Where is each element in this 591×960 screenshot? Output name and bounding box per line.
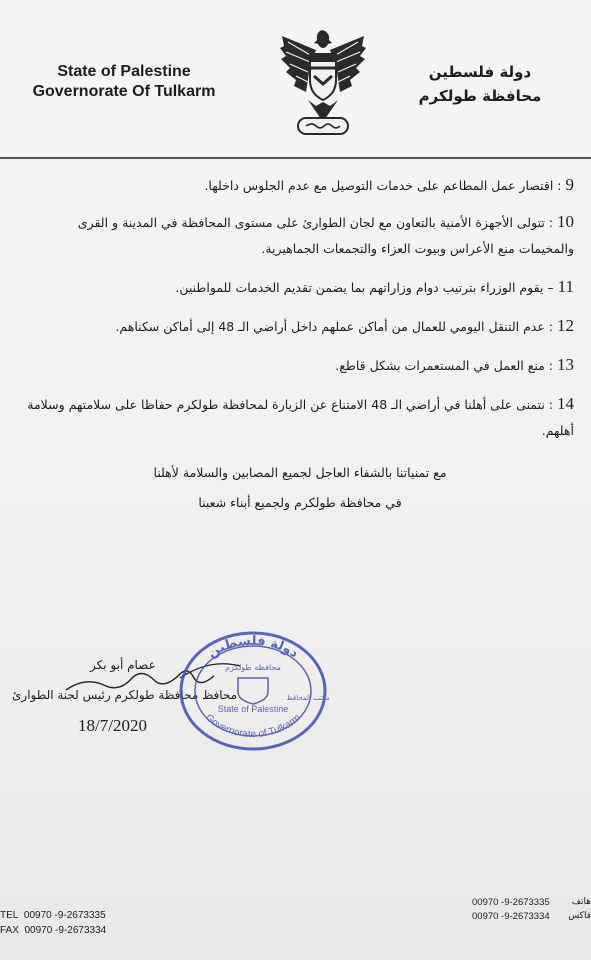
footer-ar-tel-value: 00970 -9-2673335 (472, 897, 550, 908)
palestine-eagle-emblem-icon (278, 26, 368, 138)
footer-fax-label: FAX (0, 925, 19, 936)
document-date: 18/7/2020 (78, 716, 147, 735)
list-item: 9 : اقتصار عمل المطاعم على خدمات التوصيل مع عدم الجلوس داخلها. (204, 175, 574, 194)
list-item: 11 – يقوم الوزراء بترتيب دوام وزاراتهم بما يضمن تقديم الخدمات للمواطنين. (175, 277, 574, 296)
item-text: اقتصار عمل المطاعم على خدمات التوصيل مع عدم الجلوس داخلها. (204, 178, 554, 193)
signatory-title: محافظ محافظة طولكرم رئيس لجنة الطوارئ (12, 688, 238, 702)
stamp-office-label: مكتب المحافظ (286, 694, 330, 702)
header-arabic-state: دولة فلسطين (428, 63, 532, 81)
item-text: عدم التنقل اليومي للعمال من أماكن عملهم داخل أراضي الـ 48 إلى أماكن سكناهم. (115, 319, 545, 334)
item-text: تتولى الأجهزة الأمنية بالتعاون مع لجان الطوارئ على مستوى المحافظة في المدينة و القرى والمخيمات منع الأعراس وبيوت العزاء والتجمعات الجماهيرية. (77, 215, 574, 256)
footer-tel-value: 00970 -9-2673335 (23, 910, 106, 921)
item-number: 9 (565, 175, 574, 194)
header-english (24, 62, 224, 102)
stamp-english-line1: State of Palestine (217, 704, 289, 714)
footer-ar-fax-value: 00970 -9-2673334 (472, 911, 550, 922)
footer-fax-value: 00970 -9-2673334 (24, 925, 107, 936)
list-item: 10 : تتولى الأجهزة الأمنية بالتعاون مع لجان الطوارئ على مستوى المحافظة في المدينة و القرى والمخيمات منع الأعراس وبيوت العزاء والتجمعات الجماهيرية. (77, 212, 574, 256)
signatory-name: عصام أبو بكر (90, 658, 156, 672)
item-text: منع العمل في المستعمرات بشكل قاطع. (335, 358, 545, 373)
item-number: 13 (557, 355, 574, 374)
closing-remarks (26, 458, 574, 518)
footer-ar-tel-label: هاتف (571, 897, 591, 907)
header-english-state: State of Palestine (57, 63, 191, 80)
footer-contacts-english (0, 908, 106, 938)
footer-ar-fax-label: فاكس (568, 911, 591, 921)
header-arabic-governorate: محافظة طولكرم (418, 87, 542, 105)
stamp-english-line2: Governorate of Tulkarm (203, 712, 303, 741)
header-english-governorate: Governorate Of Tulkarm (32, 83, 216, 100)
stamp-arabic-top: دولة فلسطين (205, 633, 301, 662)
closing-line-2: في محافظة طولكرم ولجميع أبناء شعبنا (198, 495, 402, 510)
item-number: 14 (557, 394, 574, 413)
document-body (26, 172, 574, 518)
list-item: 14 : نتمنى على أهلنا في أراضي الـ 48 الامتناع عن الزيارة لمحافظة طولكرم حفاظا على سلامتهم وسلامة أهلهم. (27, 394, 574, 438)
item-text: نتمنى على أهلنا في أراضي الـ 48 الامتناع عن الزيارة لمحافظة طولكرم حفاظا على سلامتهم وسلامة أهلهم. (27, 397, 574, 438)
footer-tel-label: TEL (0, 910, 19, 921)
stamp-arabic-sub: محافظة طولكرم (225, 663, 281, 672)
item-number: 11 (557, 277, 574, 296)
closing-line-1: مع تمنياتنا بالشفاء العاجل لجميع المصابين والسلامة لأهلنا (153, 465, 447, 480)
header-arabic (390, 60, 570, 108)
svg-text:Governorate of Tulkarm (203, 712, 303, 740)
list-item: 12 : عدم التنقل اليومي للعمال من أماكن عملهم داخل أراضي الـ 48 إلى أماكن سكناهم. (115, 316, 574, 335)
header-divider (0, 157, 591, 159)
official-stamp (168, 626, 338, 756)
item-number: 10 (557, 212, 574, 231)
item-text: يقوم الوزراء بترتيب دوام وزاراتهم بما يضمن تقديم الخدمات للمواطنين. (175, 280, 544, 295)
item-number: 12 (557, 316, 574, 335)
list-item: 13 : منع العمل في المستعمرات بشكل قاطع. (335, 355, 574, 374)
